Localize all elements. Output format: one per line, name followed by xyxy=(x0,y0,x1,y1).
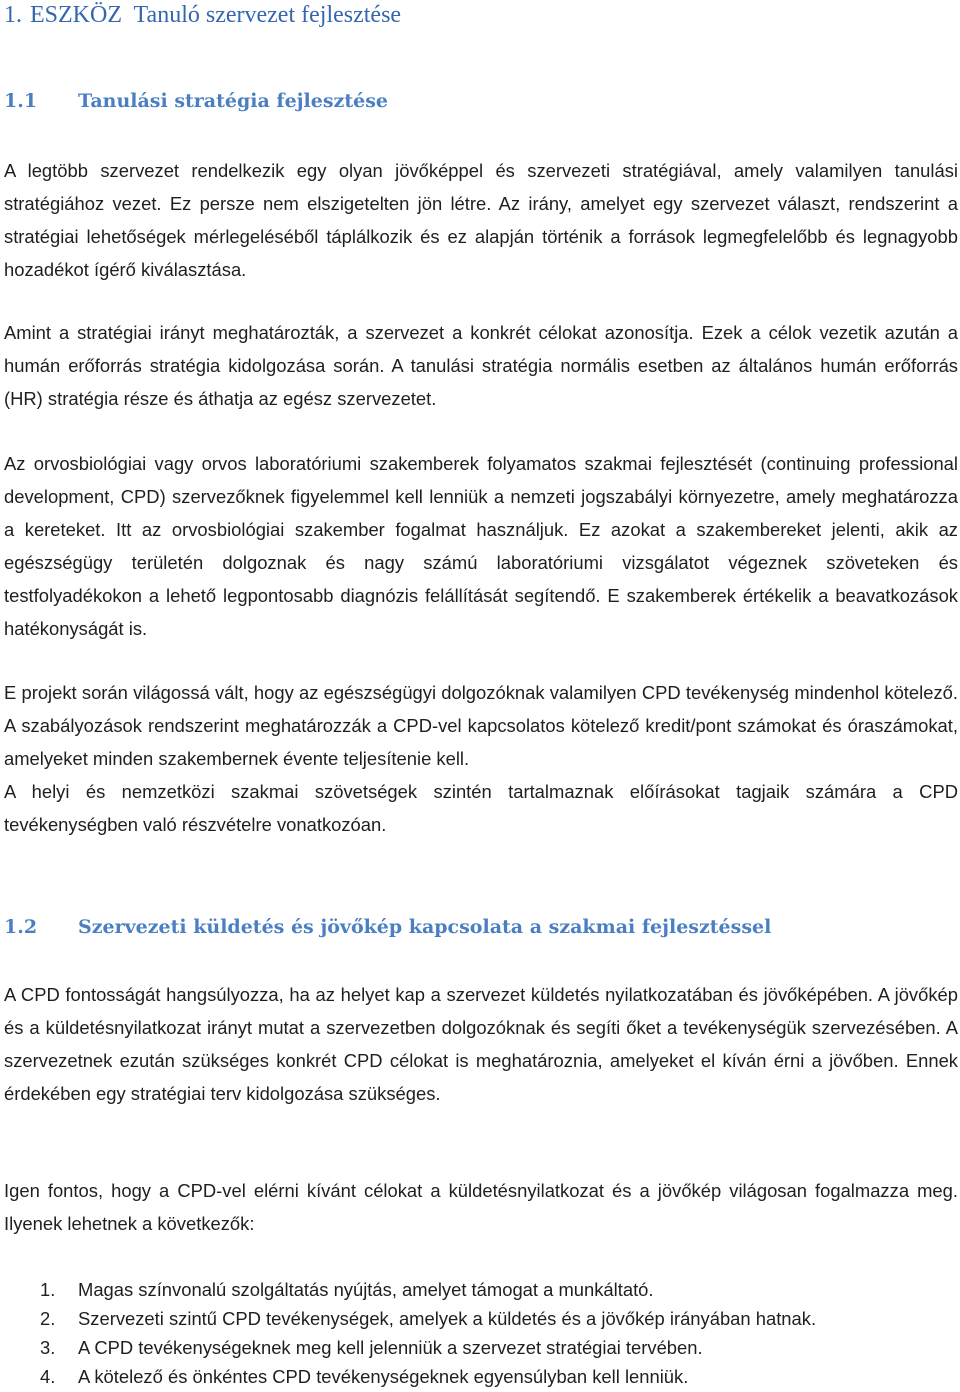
list-item-text: Szervezeti szintű CPD tevékenységek, amelyek a küldetés és a jövőkép irányában hatnak. xyxy=(78,1308,817,1329)
section-title: Szervezeti küldetés és jövőkép kapcsolata a szakmai fejlesztéssel xyxy=(78,916,772,938)
section-number: 1.2 xyxy=(4,916,38,938)
paragraph: Az orvosbiológiai vagy orvos laboratóriumi szakemberek folyamatos szakmai fejlesztését (continuing professional development, CPD) szervezőknek figyelemmel kell lenniük a nemzeti jogszabályi környezetre, amely meghatározza a kereteket. Itt az orvosbiológiai szakember fogalmat használjuk. Ez azokat a szakembereket jelenti, akik az egészségügy területén dolgoznak és nagy számú laboratóriumi vizsgálatot végeznek szöveteken és testfolyadékokon a lehető legpontosabb diagnózis felállítását segítendő. E szakemberek értékelik a beavatkozások hatékonyságát is. xyxy=(4,453,958,639)
section-title: Tanulási stratégia fejlesztése xyxy=(78,90,388,112)
section-number: 1.1 xyxy=(4,90,38,112)
list-item-number: 3. xyxy=(40,1337,56,1358)
list-item-number: 1. xyxy=(40,1279,56,1300)
list-item-text: A kötelező és önkéntes CPD tevékenységeknek egyensúlyban kell lenniük. xyxy=(78,1366,689,1387)
list-item xyxy=(40,1333,940,1362)
paragraph: A CPD fontosságát hangsúlyozza, ha az helyet kap a szervezet küldetés nyilatkozatában és jövőképében. A jövőkép és a küldetésnyilatkozat irányt mutat a szervezetben dolgozóknak és segíti őket a tevékenységük szervezésében. A szervezetnek ezután szükséges konkrét CPD célokat is meghatároznia, amelyeket el kíván érni a jövőben. Ennek érdekében egy stratégiai terv kidolgozása szükséges. xyxy=(4,984,958,1104)
list-item xyxy=(40,1275,940,1304)
list-item-number: 4. xyxy=(40,1366,56,1387)
list-item-number: 2. xyxy=(40,1308,56,1329)
paragraph: A legtöbb szervezet rendelkezik egy olyan jövőképpel és szervezeti stratégiával, amely valamilyen tanulási stratégiához vezet. Ez persze nem elszigetelten jön létre. Az irány, amelyet egy szervezet választ, rendszerint a stratégiai lehetőségek mérlegeléséből táplálkozik és ez alapján történik a források legmegfelelőbb és legnagyobb hozadékot ígérő kiválasztása. xyxy=(4,160,958,280)
paragraph: A helyi és nemzetközi szakmai szövetségek szintén tartalmaznak előírásokat tagjaik számára a CPD tevékenységben való részvételre vonatkozóan. xyxy=(4,781,958,835)
section-heading-1-2 xyxy=(4,916,771,938)
heading-number: 1. xyxy=(4,2,22,28)
goals-list xyxy=(40,1275,940,1391)
list-item-text: Magas színvonalú szolgáltatás nyújtás, amelyet támogat a munkáltató. xyxy=(78,1279,654,1300)
heading-text: ESZKÖZ Tanuló szervezet fejlesztése xyxy=(30,2,402,28)
list-item-text: A CPD tevékenységeknek meg kell jelenniük a szervezet stratégiai tervében. xyxy=(78,1337,703,1358)
paragraph: Igen fontos, hogy a CPD-vel elérni kívánt célokat a küldetésnyilatkozat és a jövőkép világosan fogalmazza meg. Ilyenek lehetnek a következők: xyxy=(4,1180,958,1234)
document-heading xyxy=(4,2,401,29)
paragraph: E projekt során világossá vált, hogy az egészségügyi dolgozóknak valamilyen CPD tevékenység mindenhol kötelező. A szabályozások rendszerint meghatározzák a CPD-vel kapcsolatos kötelező kredit/pont számokat és óraszámokat, amelyeket minden szakembernek évente teljesítenie kell. xyxy=(4,682,958,769)
list-item xyxy=(40,1304,940,1333)
list-item xyxy=(40,1362,940,1391)
paragraph: Amint a stratégiai irányt meghatározták, a szervezet a konkrét célokat azonosítja. Ezek a célok vezetik azután a humán erőforrás stratégia kidolgozása során. A tanulási stratégia normális esetben az általános humán erőforrás (HR) stratégia része és áthatja az egész szervezetet. xyxy=(4,322,958,409)
section-heading-1-1 xyxy=(4,90,388,112)
